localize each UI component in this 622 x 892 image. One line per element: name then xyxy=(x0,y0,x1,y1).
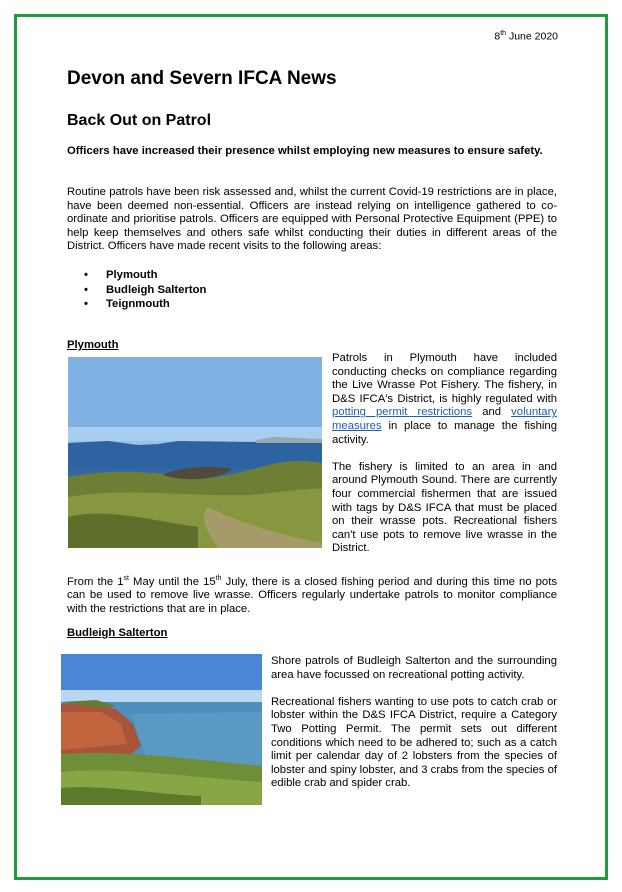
areas-list xyxy=(82,268,206,312)
plymouth-paragraph-1: Patrols in Plymouth have included conducting checks on compliance regarding the Live Wrasse Pot Fishery. The fishery, in D&S IFCA's District, is highly regulated with potting permit restrictions and voluntary measures in place to manage the fishing activity. xyxy=(332,352,557,446)
list-item: • Budleigh Salterton xyxy=(82,283,206,298)
plymouth-photo-drawing xyxy=(68,357,322,548)
plymouth-coast-photo xyxy=(68,357,322,548)
list-item: • Teignmouth xyxy=(82,297,206,312)
budleigh-text xyxy=(271,655,557,805)
article-title: Back Out on Patrol xyxy=(67,112,212,129)
list-item: • Plymouth xyxy=(82,268,206,283)
plymouth-paragraph-2: The fishery is limited to an area in and around Plymouth Sound. There are currently four commercial fishermen that are issued with tags by D&S IFCA that must be placed on their wrasse pots. Recreational fishers can't use pots to remove live wrasse in the District. xyxy=(332,460,557,555)
article-lead: Officers have increased their presence whilst employing new measures to ensure safety. xyxy=(67,145,543,157)
budleigh-paragraph-1: Shore patrols of Budleigh Salterton and the surrounding area have focussed on recreational potting activity. xyxy=(271,655,557,681)
budleigh-photo-drawing xyxy=(61,654,262,805)
potting-permit-link[interactable]: potting permit restrictions xyxy=(332,406,473,419)
plymouth-text xyxy=(332,352,557,570)
issue-date: 8th June 2020 xyxy=(494,30,558,43)
voluntary-measures-link[interactable]: voluntary measures xyxy=(332,406,557,432)
closed-period-paragraph: From the 1st May until the 15th July, there is a closed fishing period and during this time no pots can be used to remove live wrasse. Officers regularly undertake patrols to monitor compliance with the restrictions that are in place. xyxy=(67,575,558,615)
budleigh-heading: Budleigh Salterton xyxy=(67,627,168,639)
plymouth-heading: Plymouth xyxy=(67,339,119,351)
budleigh-paragraph-2: Recreational fishers wanting to use pots to catch crab or lobster within the D&S IFCA District, require a Category Two Potting Permit. The permit sets out different conditions which need to be adhered to; such as a catch limit per calendar day of 2 lobsters from the species of lobster and spiny lobster, and 3 crabs from the species of edible crab and spider crab. xyxy=(271,695,557,790)
intro-paragraph: Routine patrols have been risk assessed and, whilst the current Covid-19 restrictions are in place, have been deemed non-essential. Officers are instead relying on intelligence gathered to co-ordinate and prioritise patrols. Officers are equipped with Personal Protective Equipment (PPE) to help keep themselves and others safe whilst conducting their duties in different areas of the District. Officers have made recent visits to the following areas: xyxy=(67,186,557,253)
newsletter-title: Devon and Severn IFCA News xyxy=(67,68,337,89)
budleigh-cliffs-photo xyxy=(61,654,262,805)
